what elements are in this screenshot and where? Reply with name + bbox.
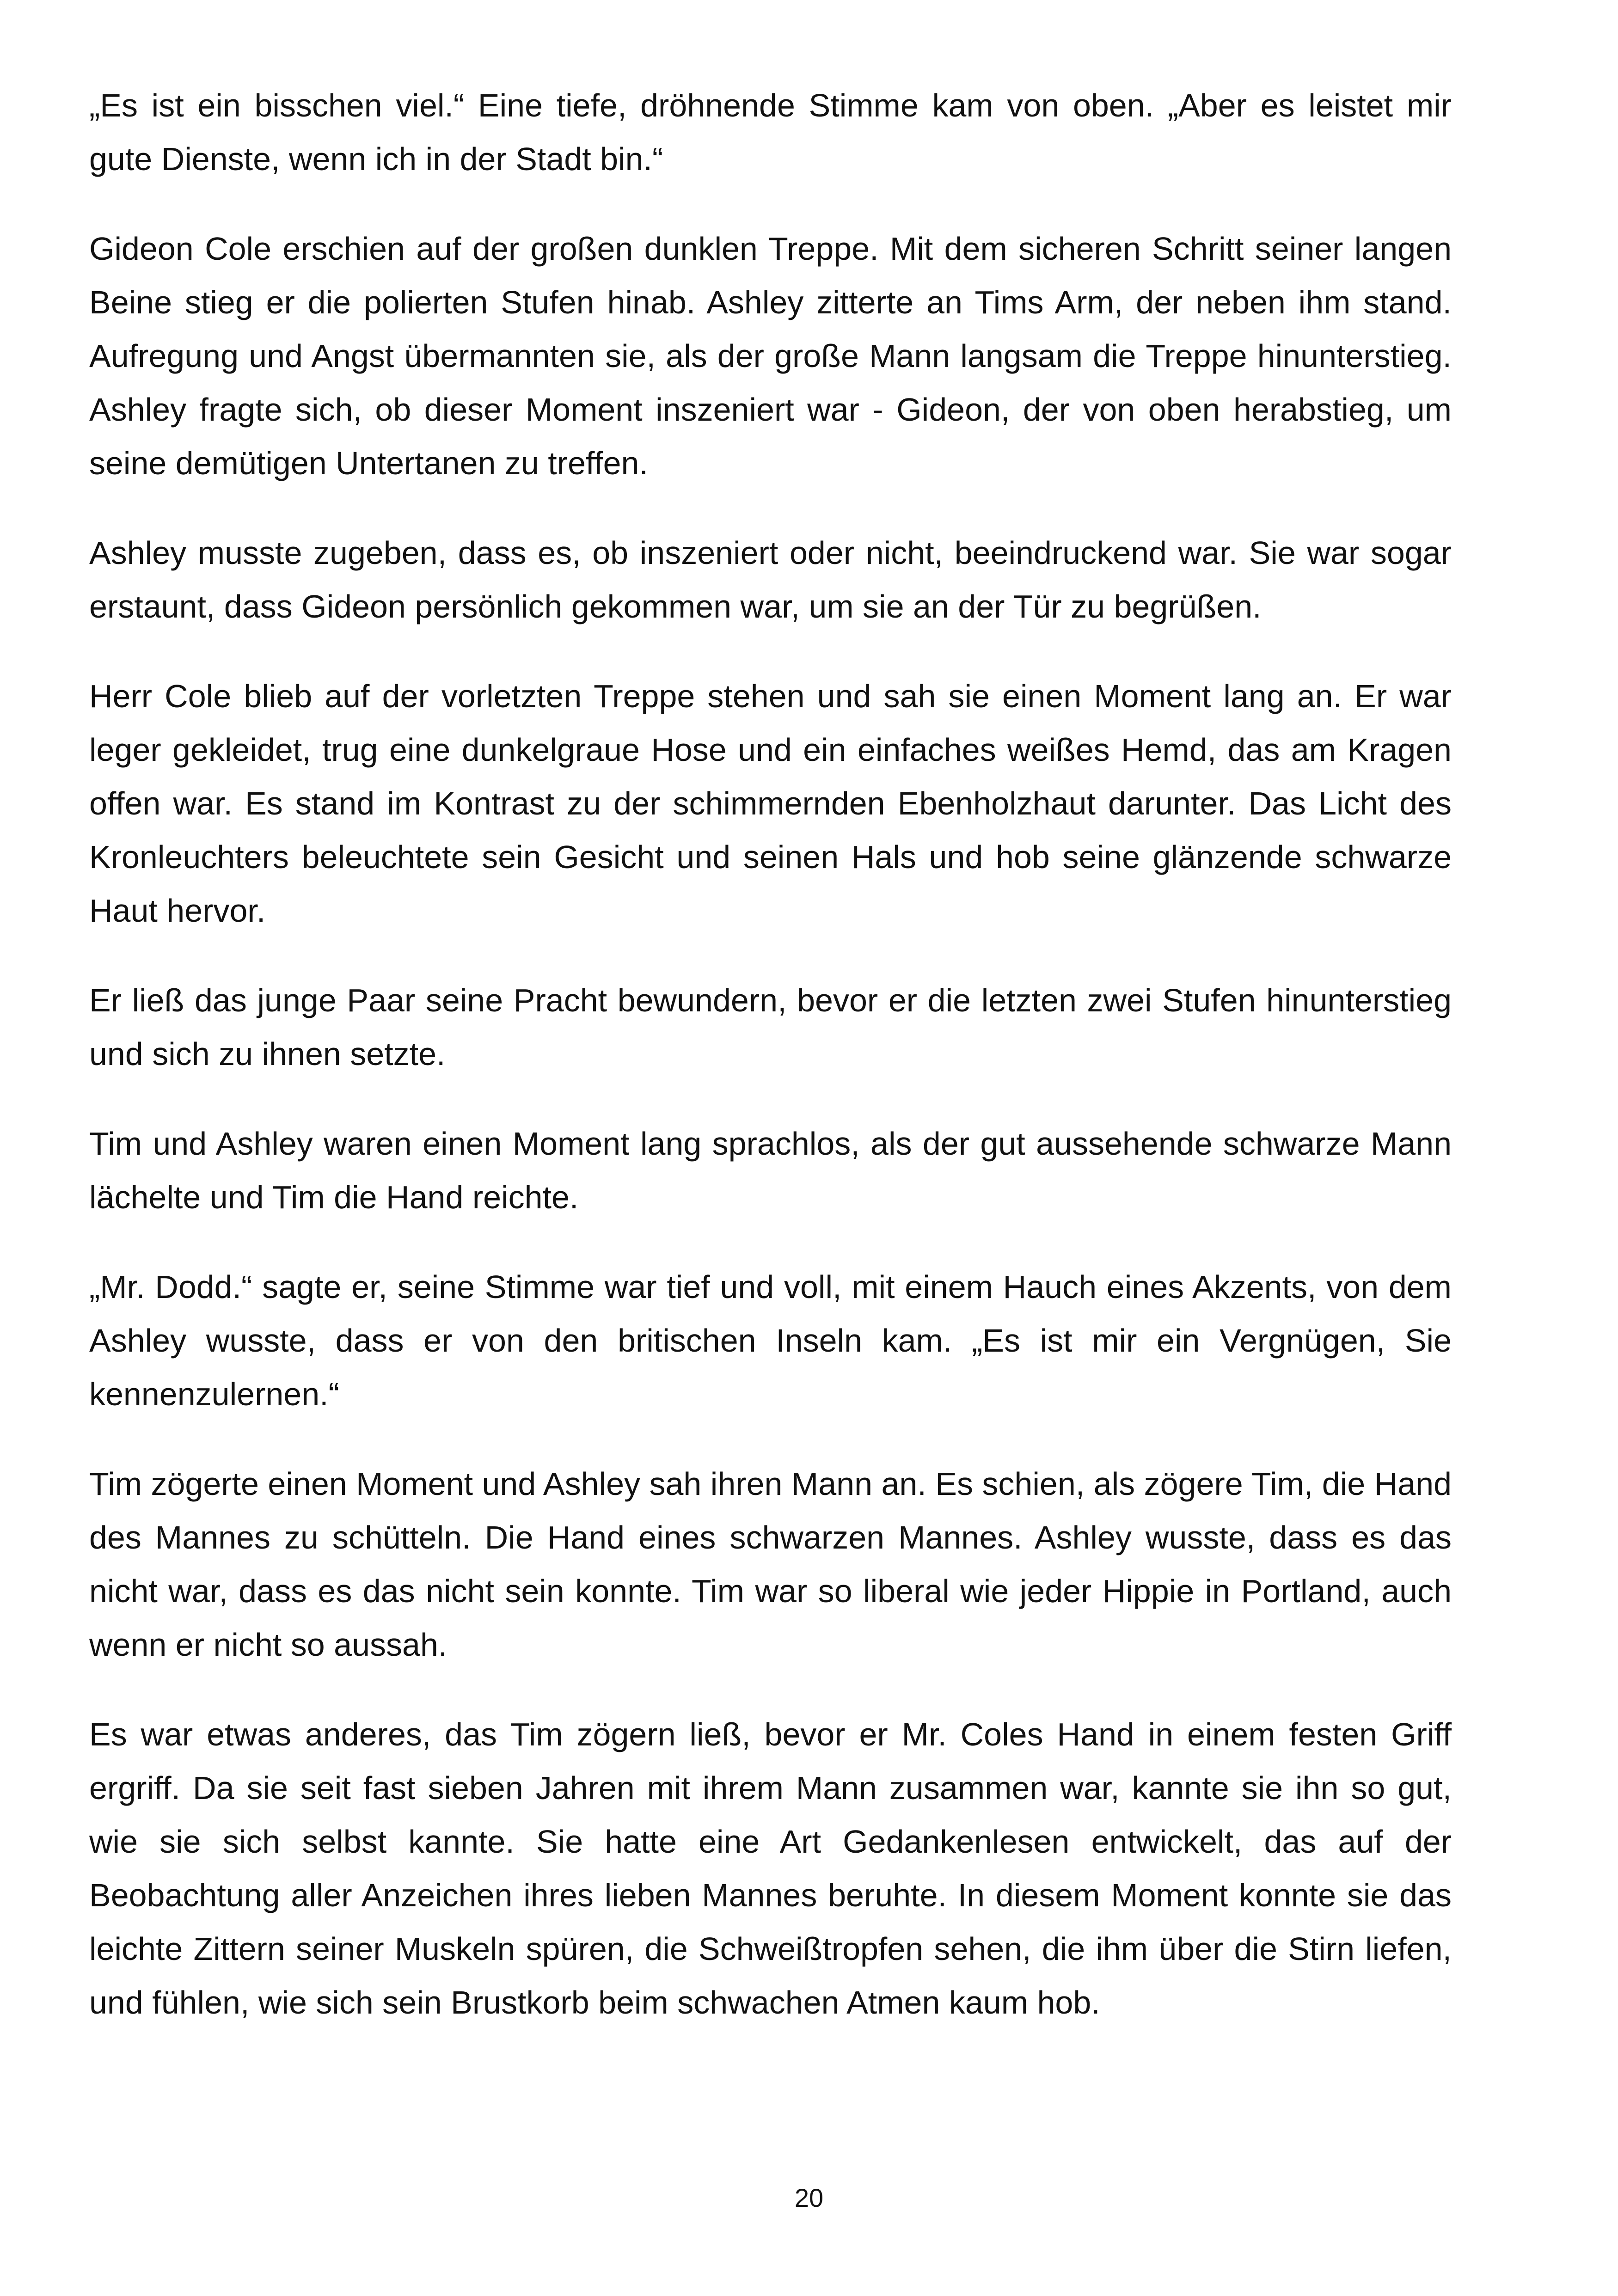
page-number: 20 [794, 2183, 824, 2212]
paragraph: „Es ist ein bisschen viel.“ Eine tiefe, dröhnende Stimme kam von oben. „Aber es leistet mir gute Dienste, wenn ich in der Stadt bin.“ [89, 87, 1452, 177]
body-text [89, 79, 1452, 2065]
paragraph: Gideon Cole erschien auf der großen dunklen Treppe. Mit dem sicheren Schritt seiner langen Beine stieg er die polierten Stufen hinab. Ashley zitterte an Tims Arm, der neben ihm stand. Aufregung und Angst übermannten sie, als der große Mann langsam die Treppe hinunterstieg. Ashley fragte sich, ob dieser Moment inszeniert war - Gideon, der von oben herabstieg, um seine demütigen Untertanen zu treffen. [89, 231, 1452, 481]
paragraph: Er ließ das junge Paar seine Pracht bewundern, bevor er die letzten zwei Stufen hinunterstieg und sich zu ihnen setzte. [89, 982, 1452, 1072]
paragraph: „Mr. Dodd.“ sagte er, seine Stimme war tief und voll, mit einem Hauch eines Akzents, von dem Ashley wusste, dass er von den britischen Inseln kam. „Es ist mir ein Vergnügen, Sie kennenzulernen.“ [89, 1269, 1452, 1412]
paragraph: Es war etwas anderes, das Tim zögern ließ, bevor er Mr. Coles Hand in einem festen Griff ergriff. Da sie seit fast sieben Jahren mit ihrem Mann zusammen war, kannte sie ihn so gut, wie sie sich selbst kannte. Sie hatte eine Art Gedankenlesen entwickelt, das auf der Beobachtung aller Anzeichen ihres lieben Mannes beruhte. In diesem Moment konnte sie das leichte Zittern seiner Muskeln spüren, die Schweißtropfen sehen, die ihm über die Stirn liefen, und fühlen, wie sich sein Brustkorb beim schwachen Atmen kaum hob. [89, 1716, 1452, 2020]
paragraph: Herr Cole blieb auf der vorletzten Treppe stehen und sah sie einen Moment lang an. Er war leger gekleidet, trug eine dunkelgraue Hose und ein einfaches weißes Hemd, das am Kragen offen war. Es stand im Kontrast zu der schimmernden Ebenholzhaut darunter. Das Licht des Kronleuchters beleuchtete sein Gesicht und seinen Hals und hob seine glänzende schwarze Haut hervor. [89, 678, 1452, 929]
paragraph: Tim zögerte einen Moment und Ashley sah ihren Mann an. Es schien, als zögere Tim, die Hand des Mannes zu schütteln. Die Hand eines schwarzen Mannes. Ashley wusste, dass es das nicht war, dass es das nicht sein konnte. Tim war so liberal wie jeder Hippie in Portland, auch wenn er nicht so aussah. [89, 1466, 1452, 1663]
paragraph: Tim und Ashley waren einen Moment lang sprachlos, als der gut aussehende schwarze Mann lächelte und Tim die Hand reichte. [89, 1126, 1452, 1215]
paragraph: Ashley musste zugeben, dass es, ob inszeniert oder nicht, beeindruckend war. Sie war sogar erstaunt, dass Gideon persönlich gekommen war, um sie an der Tür zu begrüßen. [89, 535, 1452, 625]
